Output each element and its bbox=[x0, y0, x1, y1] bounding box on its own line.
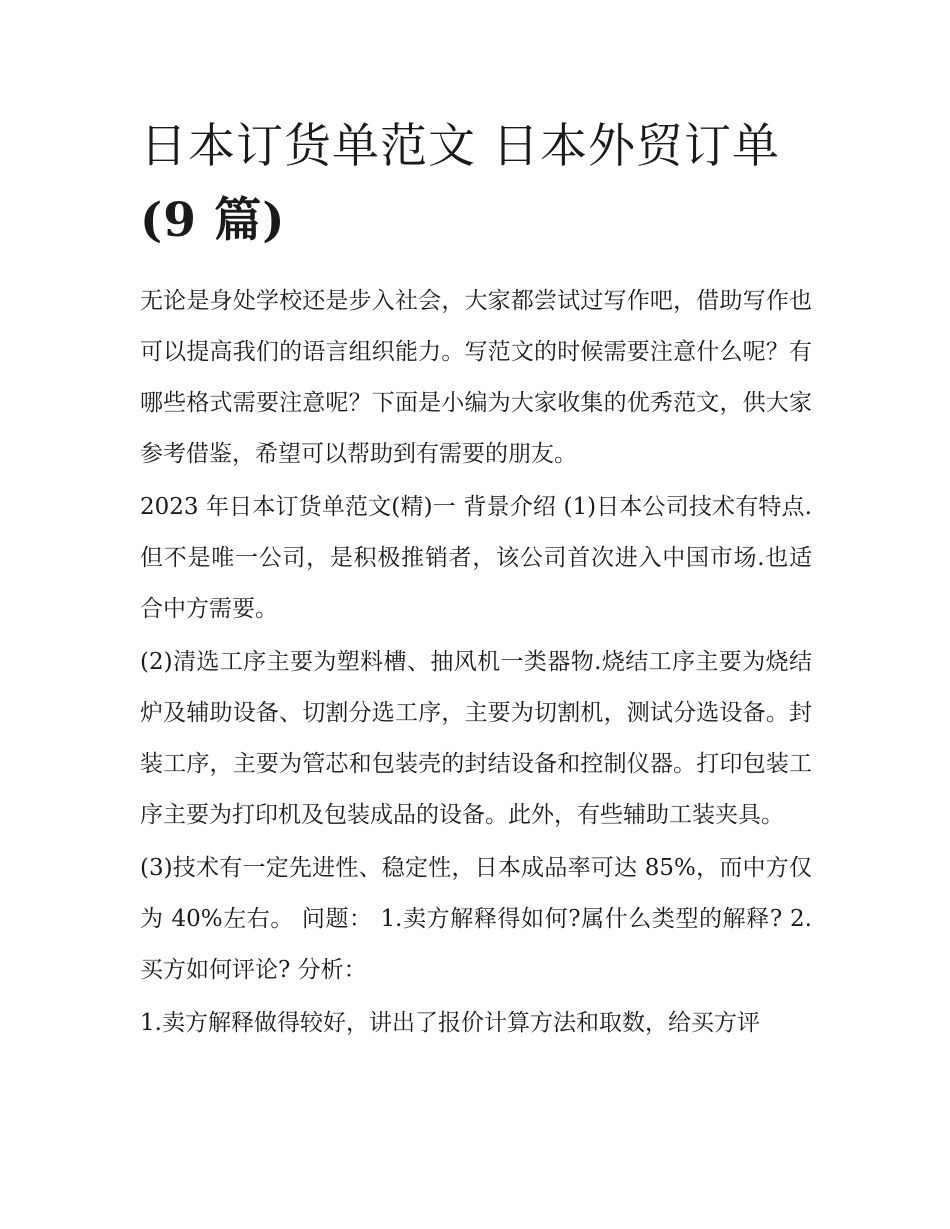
document-page bbox=[140, 110, 812, 1051]
paragraph-background: 2023 年日本订货单范文(精)一 背景介绍 (1)日本公司技术有特点.但不是唯一公司，是积极推销者，该公司首次进入中国市场.也适合中方需要。 bbox=[140, 494, 812, 622]
title-line-1: 日本订货单范文 日本外贸订单 bbox=[140, 119, 780, 174]
document-title bbox=[140, 110, 812, 258]
paragraph-analysis: 1.卖方解释做得较好，讲出了报价计算方法和取数，给买方评 bbox=[140, 1010, 760, 1036]
paragraph-intro: 无论是身处学校还是步入社会，大家都尝试过写作吧，借助写作也可以提高我们的语言组织能力。写范文的时候需要注意什么呢？有哪些格式需要注意呢？下面是小编为大家收集的优秀范文，供大家参考借鉴，希望可以帮助到有需要的朋友。 bbox=[140, 288, 812, 467]
paragraph-technology: (3)技术有一定先进性、稳定性，日本成品率可达 85%，而中方仅为 40%左右。 问题： 1.卖方解释得如何?属什么类型的解释? 2.买方如何评论? 分析： bbox=[140, 855, 812, 983]
paragraph-process: (2)清选工序主要为塑料槽、抽风机一类器物.烧结工序主要为烧结炉及辅助设备、切割分选工序，主要为切割机，测试分选设备。封装工序，主要为管芯和包装壳的封结设备和控制仪器。打印包装工序主要为打印机及包装成品的设备。此外，有些辅助工装夹具。 bbox=[140, 649, 812, 828]
title-line-2: (9 篇) bbox=[140, 193, 286, 248]
